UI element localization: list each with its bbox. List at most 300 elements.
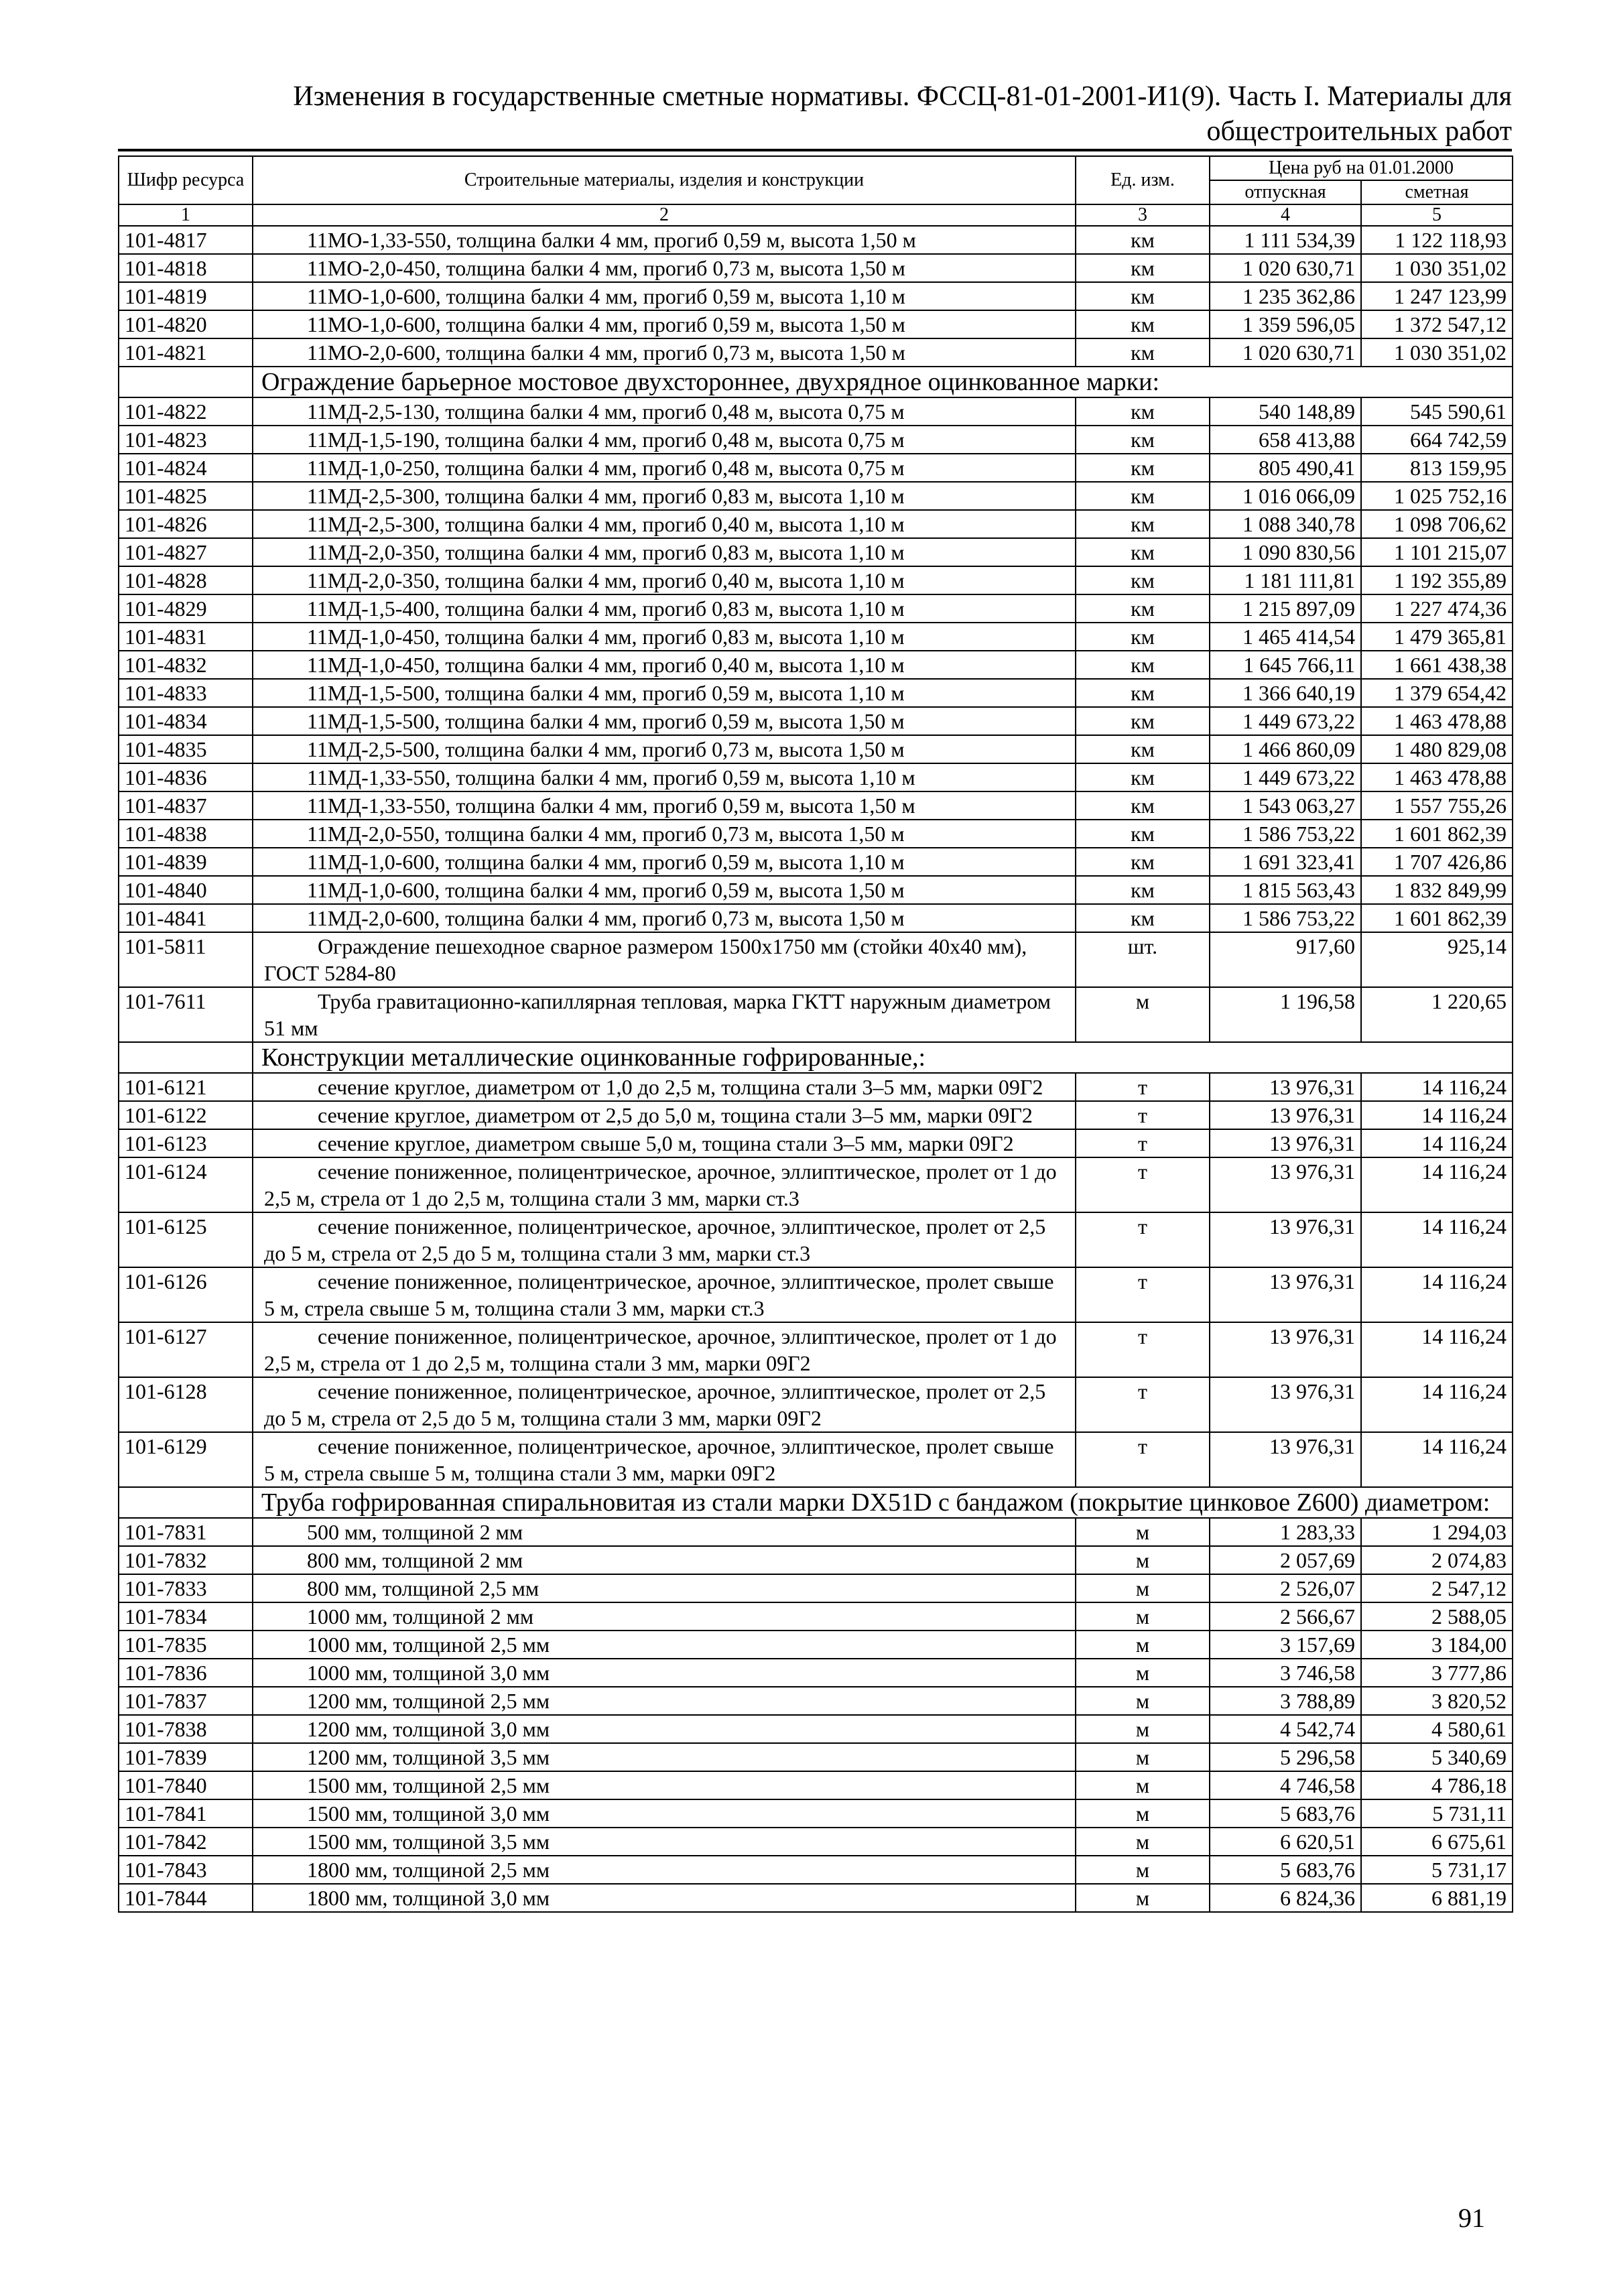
row-code: 101-7833: [119, 1574, 253, 1602]
row-code: 101-4836: [119, 763, 253, 791]
row-price-estimate: 2 547,12: [1361, 1574, 1513, 1602]
row-price-estimate: 1 601 862,39: [1361, 904, 1513, 932]
row-name: 1200 мм, толщиной 3,0 мм: [253, 1715, 1076, 1743]
row-name: сечение круглое, диаметром от 1,0 до 2,5 м, толщина стали 3–5 мм, марки 09Г2: [253, 1073, 1076, 1101]
table-row: [119, 932, 1513, 987]
row-unit: м: [1076, 1771, 1210, 1799]
row-code: 101-4821: [119, 338, 253, 367]
row-name: Труба гравитационно-капиллярная тепловая, марка ГКТТ наружным диаметром 51 мм: [253, 987, 1076, 1042]
row-price-estimate: 14 116,24: [1361, 1432, 1513, 1487]
table-row: [119, 1574, 1513, 1602]
row-unit: км: [1076, 623, 1210, 651]
row-price-release: 2 526,07: [1210, 1574, 1361, 1602]
row-price-release: 1 465 414,54: [1210, 623, 1361, 651]
row-price-release: 1 586 753,22: [1210, 820, 1361, 848]
row-code: 101-6121: [119, 1073, 253, 1101]
row-name: 11МД-1,5-500, толщина балки 4 мм, прогиб 0,59 м, высота 1,10 м: [253, 679, 1076, 707]
row-name: 11МО-1,0-600, толщина балки 4 мм, прогиб 0,59 м, высота 1,10 м: [253, 282, 1076, 310]
row-unit: км: [1076, 566, 1210, 594]
row-price-release: 13 976,31: [1210, 1129, 1361, 1157]
row-price-estimate: 1 557 755,26: [1361, 791, 1513, 820]
row-price-release: 805 490,41: [1210, 454, 1361, 482]
row-unit: м: [1076, 1518, 1210, 1546]
row-name: 1200 мм, толщиной 3,5 мм: [253, 1743, 1076, 1771]
row-code: 101-6123: [119, 1129, 253, 1157]
table-row: [119, 338, 1513, 367]
header-price-estimate: сметная: [1361, 180, 1513, 204]
row-price-release: 1 449 673,22: [1210, 763, 1361, 791]
row-price-estimate: 5 731,11: [1361, 1799, 1513, 1828]
row-unit: м: [1076, 1602, 1210, 1631]
row-name: сечение пониженное, полицентрическое, арочное, эллиптическое, пролет свыше 5 м, стрела свыше 5 м, толщина стали 3 мм, марки 09Г2: [253, 1432, 1076, 1487]
row-unit: км: [1076, 679, 1210, 707]
row-name: 11МД-2,5-130, толщина балки 4 мм, прогиб 0,48 м, высота 0,75 м: [253, 397, 1076, 426]
row-price-release: 6 824,36: [1210, 1884, 1361, 1912]
row-price-release: 1 020 630,71: [1210, 254, 1361, 282]
row-price-release: 6 620,51: [1210, 1828, 1361, 1856]
table-row: [119, 1715, 1513, 1743]
row-code: 101-7843: [119, 1856, 253, 1884]
row-name: 11МО-2,0-600, толщина балки 4 мм, прогиб 0,73 м, высота 1,50 м: [253, 338, 1076, 367]
row-price-estimate: 3 777,86: [1361, 1659, 1513, 1687]
colnum-5: 5: [1361, 204, 1513, 226]
table-column-numbers: [119, 204, 1513, 226]
row-unit: м: [1076, 1856, 1210, 1884]
row-price-estimate: 14 116,24: [1361, 1267, 1513, 1322]
table-row: [119, 510, 1513, 538]
table-row: [119, 1631, 1513, 1659]
row-code: 101-4833: [119, 679, 253, 707]
page-number: 91: [1458, 2203, 1485, 2233]
page-header: [118, 79, 1512, 151]
row-code: 101-7839: [119, 1743, 253, 1771]
table-row: [119, 904, 1513, 932]
row-price-estimate: 925,14: [1361, 932, 1513, 987]
row-unit: м: [1076, 1715, 1210, 1743]
row-name: 11МД-1,0-450, толщина балки 4 мм, прогиб 0,40 м, высота 1,10 м: [253, 651, 1076, 679]
row-name: 11МД-2,0-350, толщина балки 4 мм, прогиб 0,40 м, высота 1,10 м: [253, 566, 1076, 594]
row-price-release: 13 976,31: [1210, 1377, 1361, 1432]
row-price-estimate: 1 294,03: [1361, 1518, 1513, 1546]
row-price-estimate: 5 731,17: [1361, 1856, 1513, 1884]
row-price-estimate: 1 030 351,02: [1361, 338, 1513, 367]
table-row: [119, 1518, 1513, 1546]
row-name: сечение круглое, диаметром свыше 5,0 м, тощина стали 3–5 мм, марки 09Г2: [253, 1129, 1076, 1157]
row-price-estimate: 3 184,00: [1361, 1631, 1513, 1659]
row-unit: т: [1076, 1101, 1210, 1129]
row-price-release: 5 683,76: [1210, 1856, 1361, 1884]
row-code: 101-6128: [119, 1377, 253, 1432]
row-name: 11МО-1,0-600, толщина балки 4 мм, прогиб 0,59 м, высота 1,50 м: [253, 310, 1076, 338]
table-row: [119, 282, 1513, 310]
row-price-estimate: 1 098 706,62: [1361, 510, 1513, 538]
row-code: 101-7840: [119, 1771, 253, 1799]
table-row: [119, 876, 1513, 904]
row-price-estimate: 1 379 654,42: [1361, 679, 1513, 707]
row-unit: км: [1076, 482, 1210, 510]
row-price-estimate: 4 786,18: [1361, 1771, 1513, 1799]
row-price-estimate: 1 227 474,36: [1361, 594, 1513, 623]
section-title: Конструкции металлические оцинкованные гофрированные,:: [253, 1042, 1513, 1073]
row-code: 101-4826: [119, 510, 253, 538]
table-header-row: [119, 156, 1513, 180]
row-code: 101-4823: [119, 426, 253, 454]
row-code: 101-7836: [119, 1659, 253, 1687]
section-row: [119, 1042, 1513, 1073]
header-price-release: отпускная: [1210, 180, 1361, 204]
row-price-estimate: 545 590,61: [1361, 397, 1513, 426]
row-name: 11МД-1,5-500, толщина балки 4 мм, прогиб 0,59 м, высота 1,50 м: [253, 707, 1076, 735]
row-price-estimate: 5 340,69: [1361, 1743, 1513, 1771]
row-unit: м: [1076, 1828, 1210, 1856]
row-price-release: 3 746,58: [1210, 1659, 1361, 1687]
row-name: 11МД-2,0-600, толщина балки 4 мм, прогиб 0,73 м, высота 1,50 м: [253, 904, 1076, 932]
header-title-line2: общестроительных работ: [118, 114, 1512, 151]
table-row: [119, 763, 1513, 791]
row-code: 101-7611: [119, 987, 253, 1042]
row-price-estimate: 2 588,05: [1361, 1602, 1513, 1631]
row-unit: м: [1076, 1743, 1210, 1771]
table-row: [119, 1212, 1513, 1267]
row-unit: м: [1076, 1884, 1210, 1912]
row-unit: км: [1076, 820, 1210, 848]
row-price-release: 1 020 630,71: [1210, 338, 1361, 367]
table-row: [119, 1267, 1513, 1322]
row-unit: т: [1076, 1073, 1210, 1101]
row-name: 1500 мм, толщиной 3,0 мм: [253, 1799, 1076, 1828]
row-price-estimate: 1 463 478,88: [1361, 707, 1513, 735]
table-row: [119, 623, 1513, 651]
row-price-estimate: 14 116,24: [1361, 1157, 1513, 1212]
row-code: 101-4827: [119, 538, 253, 566]
row-price-estimate: 14 116,24: [1361, 1073, 1513, 1101]
row-price-estimate: 1 030 351,02: [1361, 254, 1513, 282]
row-unit: км: [1076, 904, 1210, 932]
table-row: [119, 820, 1513, 848]
row-price-estimate: 3 820,52: [1361, 1687, 1513, 1715]
row-price-release: 917,60: [1210, 932, 1361, 987]
row-price-release: 13 976,31: [1210, 1322, 1361, 1377]
row-code: 101-4838: [119, 820, 253, 848]
row-code: 101-6124: [119, 1157, 253, 1212]
row-price-release: 1 543 063,27: [1210, 791, 1361, 820]
colnum-4: 4: [1210, 204, 1361, 226]
table-row: [119, 1856, 1513, 1884]
row-price-release: 1 449 673,22: [1210, 707, 1361, 735]
row-price-estimate: 1 661 438,38: [1361, 651, 1513, 679]
materials-table: [118, 155, 1513, 1913]
row-name: 11МД-1,0-450, толщина балки 4 мм, прогиб 0,83 м, высота 1,10 м: [253, 623, 1076, 651]
row-unit: км: [1076, 791, 1210, 820]
row-code: 101-6126: [119, 1267, 253, 1322]
row-unit: м: [1076, 1687, 1210, 1715]
table-body: [119, 226, 1513, 1912]
row-code: 101-4824: [119, 454, 253, 482]
row-unit: т: [1076, 1432, 1210, 1487]
row-unit: км: [1076, 651, 1210, 679]
table-row: [119, 1322, 1513, 1377]
row-name: 800 мм, толщиной 2 мм: [253, 1546, 1076, 1574]
row-price-estimate: 4 580,61: [1361, 1715, 1513, 1743]
row-code: 101-7831: [119, 1518, 253, 1546]
row-name: сечение пониженное, полицентрическое, арочное, эллиптическое, пролет от 2,5 до 5 м, стрела от 2,5 до 5 м, толщина стали 3 мм, марки ст.3: [253, 1212, 1076, 1267]
row-name: сечение пониженное, полицентрическое, арочное, эллиптическое, пролет свыше 5 м, стрела свыше 5 м, толщина стали 3 мм, марки ст.3: [253, 1267, 1076, 1322]
row-name: сечение круглое, диаметром от 2,5 до 5,0 м, тощина стали 3–5 мм, марки 09Г2: [253, 1101, 1076, 1129]
row-name: 1500 мм, толщиной 3,5 мм: [253, 1828, 1076, 1856]
row-unit: км: [1076, 426, 1210, 454]
header-title-line1: Изменения в государственные сметные нормативы. ФССЦ-81-01-2001-И1(9). Часть I. Материалы для: [293, 81, 1512, 112]
row-code: 101-6129: [119, 1432, 253, 1487]
table-row: [119, 397, 1513, 426]
row-price-estimate: 1 122 118,93: [1361, 226, 1513, 254]
table-row: [119, 454, 1513, 482]
row-price-estimate: 1 463 478,88: [1361, 763, 1513, 791]
row-price-estimate: 1 372 547,12: [1361, 310, 1513, 338]
row-unit: м: [1076, 1659, 1210, 1687]
row-price-release: 1 586 753,22: [1210, 904, 1361, 932]
table-row: [119, 1432, 1513, 1487]
row-unit: т: [1076, 1129, 1210, 1157]
row-price-estimate: 1 480 829,08: [1361, 735, 1513, 763]
row-price-release: 1 283,33: [1210, 1518, 1361, 1546]
header-price-group: Цена руб на 01.01.2000: [1210, 156, 1513, 180]
row-name: 11МД-2,5-500, толщина балки 4 мм, прогиб 0,73 м, высота 1,50 м: [253, 735, 1076, 763]
row-price-estimate: 6 881,19: [1361, 1884, 1513, 1912]
table-row: [119, 1129, 1513, 1157]
row-unit: км: [1076, 226, 1210, 254]
row-name: 1000 мм, толщиной 2,5 мм: [253, 1631, 1076, 1659]
row-name: 11МД-1,33-550, толщина балки 4 мм, прогиб 0,59 м, высота 1,50 м: [253, 791, 1076, 820]
row-price-estimate: 14 116,24: [1361, 1101, 1513, 1129]
row-unit: км: [1076, 397, 1210, 426]
row-price-estimate: 6 675,61: [1361, 1828, 1513, 1856]
row-price-release: 1 366 640,19: [1210, 679, 1361, 707]
row-code: 101-4832: [119, 651, 253, 679]
table-row: [119, 1659, 1513, 1687]
row-price-release: 13 976,31: [1210, 1212, 1361, 1267]
row-price-release: 1 359 596,05: [1210, 310, 1361, 338]
section-title: Ограждение барьерное мостовое двухстороннее, двухрядное оцинкованное марки:: [253, 367, 1513, 397]
row-unit: м: [1076, 1631, 1210, 1659]
row-code: 101-6122: [119, 1101, 253, 1129]
table-row: [119, 310, 1513, 338]
row-code: 101-7841: [119, 1799, 253, 1828]
row-unit: т: [1076, 1322, 1210, 1377]
row-price-release: 1 645 766,11: [1210, 651, 1361, 679]
row-unit: км: [1076, 282, 1210, 310]
row-price-release: 13 976,31: [1210, 1073, 1361, 1101]
header-unit: Ед. изм.: [1076, 156, 1210, 204]
row-price-release: 540 148,89: [1210, 397, 1361, 426]
row-code: 101-4828: [119, 566, 253, 594]
row-name: 11МД-2,5-300, толщина балки 4 мм, прогиб 0,83 м, высота 1,10 м: [253, 482, 1076, 510]
row-unit: м: [1076, 1574, 1210, 1602]
row-unit: км: [1076, 538, 1210, 566]
row-price-release: 5 296,58: [1210, 1743, 1361, 1771]
row-price-estimate: 14 116,24: [1361, 1129, 1513, 1157]
row-price-release: 1 466 860,09: [1210, 735, 1361, 763]
header-code: Шифр ресурса: [119, 156, 253, 204]
row-unit: м: [1076, 987, 1210, 1042]
section-row: [119, 367, 1513, 397]
table-row: [119, 1101, 1513, 1129]
row-price-release: 658 413,88: [1210, 426, 1361, 454]
row-price-release: 4 542,74: [1210, 1715, 1361, 1743]
row-code: 101-4834: [119, 707, 253, 735]
row-unit: т: [1076, 1267, 1210, 1322]
row-name: 11МО-2,0-450, толщина балки 4 мм, прогиб 0,73 м, высота 1,50 м: [253, 254, 1076, 282]
table-row: [119, 679, 1513, 707]
row-price-release: 1 215 897,09: [1210, 594, 1361, 623]
row-code: 101-4820: [119, 310, 253, 338]
table-row: [119, 791, 1513, 820]
row-unit: км: [1076, 707, 1210, 735]
table-row: [119, 1377, 1513, 1432]
row-name: 11МД-1,0-600, толщина балки 4 мм, прогиб 0,59 м, высота 1,10 м: [253, 848, 1076, 876]
row-price-estimate: 1 192 355,89: [1361, 566, 1513, 594]
row-name: 11МО-1,33-550, толщина балки 4 мм, прогиб 0,59 м, высота 1,50 м: [253, 226, 1076, 254]
section-code-cell: [119, 1042, 253, 1073]
table-row: [119, 538, 1513, 566]
row-price-estimate: 14 116,24: [1361, 1377, 1513, 1432]
row-code: 101-4829: [119, 594, 253, 623]
row-price-release: 5 683,76: [1210, 1799, 1361, 1828]
row-code: 101-4835: [119, 735, 253, 763]
row-code: 101-4817: [119, 226, 253, 254]
row-price-estimate: 1 247 123,99: [1361, 282, 1513, 310]
row-unit: шт.: [1076, 932, 1210, 987]
row-price-release: 3 788,89: [1210, 1687, 1361, 1715]
table-row: [119, 1073, 1513, 1101]
row-price-estimate: 2 074,83: [1361, 1546, 1513, 1574]
section-code-cell: [119, 367, 253, 397]
row-name: 1000 мм, толщиной 2 мм: [253, 1602, 1076, 1631]
row-unit: т: [1076, 1212, 1210, 1267]
row-name: 500 мм, толщиной 2 мм: [253, 1518, 1076, 1546]
row-code: 101-7844: [119, 1884, 253, 1912]
table-row: [119, 987, 1513, 1042]
row-price-estimate: 1 101 215,07: [1361, 538, 1513, 566]
row-name: 11МД-1,5-190, толщина балки 4 мм, прогиб 0,48 м, высота 0,75 м: [253, 426, 1076, 454]
row-unit: м: [1076, 1546, 1210, 1574]
row-code: 101-4825: [119, 482, 253, 510]
table-row: [119, 594, 1513, 623]
row-code: 101-4837: [119, 791, 253, 820]
row-price-release: 3 157,69: [1210, 1631, 1361, 1659]
row-price-release: 13 976,31: [1210, 1101, 1361, 1129]
row-unit: км: [1076, 338, 1210, 367]
table-row: [119, 1828, 1513, 1856]
row-price-estimate: 1 601 862,39: [1361, 820, 1513, 848]
colnum-3: 3: [1076, 204, 1210, 226]
table-row: [119, 254, 1513, 282]
row-unit: т: [1076, 1377, 1210, 1432]
row-price-estimate: 1 832 849,99: [1361, 876, 1513, 904]
table-row: [119, 735, 1513, 763]
row-unit: км: [1076, 594, 1210, 623]
row-price-release: 1 016 066,09: [1210, 482, 1361, 510]
row-unit: км: [1076, 254, 1210, 282]
row-unit: м: [1076, 1799, 1210, 1828]
row-code: 101-6127: [119, 1322, 253, 1377]
row-code: 101-7842: [119, 1828, 253, 1856]
row-price-release: 1 088 340,78: [1210, 510, 1361, 538]
row-price-estimate: 1 025 752,16: [1361, 482, 1513, 510]
row-price-release: 2 057,69: [1210, 1546, 1361, 1574]
row-price-estimate: 14 116,24: [1361, 1212, 1513, 1267]
colnum-1: 1: [119, 204, 253, 226]
row-name: 11МД-2,5-300, толщина балки 4 мм, прогиб 0,40 м, высота 1,10 м: [253, 510, 1076, 538]
row-name: 11МД-1,0-600, толщина балки 4 мм, прогиб 0,59 м, высота 1,50 м: [253, 876, 1076, 904]
row-price-estimate: 14 116,24: [1361, 1322, 1513, 1377]
row-name: сечение пониженное, полицентрическое, арочное, эллиптическое, пролет от 2,5 до 5 м, стрела от 2,5 до 5 м, толщина стали 3 мм, марки 09Г2: [253, 1377, 1076, 1432]
row-code: 101-4841: [119, 904, 253, 932]
header-name: Строительные материалы, изделия и конструкции: [253, 156, 1076, 204]
row-name: 800 мм, толщиной 2,5 мм: [253, 1574, 1076, 1602]
table-row: [119, 566, 1513, 594]
table-row: [119, 651, 1513, 679]
row-name: сечение пониженное, полицентрическое, арочное, эллиптическое, пролет от 1 до 2,5 м, стрела от 1 до 2,5 м, толщина стали 3 мм, марки ст.3: [253, 1157, 1076, 1212]
row-code: 101-7837: [119, 1687, 253, 1715]
row-name: 1000 мм, толщиной 3,0 мм: [253, 1659, 1076, 1687]
section-code-cell: [119, 1487, 253, 1518]
row-name: 11МД-2,0-550, толщина балки 4 мм, прогиб 0,73 м, высота 1,50 м: [253, 820, 1076, 848]
table-row: [119, 707, 1513, 735]
row-code: 101-4819: [119, 282, 253, 310]
section-row: [119, 1487, 1513, 1518]
row-code: 101-6125: [119, 1212, 253, 1267]
table-row: [119, 1687, 1513, 1715]
row-unit: км: [1076, 848, 1210, 876]
row-name: 11МД-1,0-250, толщина балки 4 мм, прогиб 0,48 м, высота 0,75 м: [253, 454, 1076, 482]
row-price-estimate: 813 159,95: [1361, 454, 1513, 482]
row-price-estimate: 1 479 365,81: [1361, 623, 1513, 651]
colnum-2: 2: [253, 204, 1076, 226]
table-row: [119, 1602, 1513, 1631]
row-code: 101-4840: [119, 876, 253, 904]
table-row: [119, 1546, 1513, 1574]
row-name: 11МД-2,0-350, толщина балки 4 мм, прогиб 0,83 м, высота 1,10 м: [253, 538, 1076, 566]
table-row: [119, 1884, 1513, 1912]
row-price-release: 1 235 362,86: [1210, 282, 1361, 310]
table-row: [119, 482, 1513, 510]
row-code: 101-7838: [119, 1715, 253, 1743]
row-name: 1200 мм, толщиной 2,5 мм: [253, 1687, 1076, 1715]
row-unit: км: [1076, 876, 1210, 904]
row-code: 101-7834: [119, 1602, 253, 1631]
row-unit: км: [1076, 735, 1210, 763]
row-price-release: 13 976,31: [1210, 1157, 1361, 1212]
row-price-release: 1 196,58: [1210, 987, 1361, 1042]
row-code: 101-5811: [119, 932, 253, 987]
row-name: 1800 мм, толщиной 3,0 мм: [253, 1884, 1076, 1912]
row-price-estimate: 1 707 426,86: [1361, 848, 1513, 876]
row-price-release: 1 815 563,43: [1210, 876, 1361, 904]
table-row: [119, 1771, 1513, 1799]
row-unit: т: [1076, 1157, 1210, 1212]
row-code: 101-4831: [119, 623, 253, 651]
row-name: 1800 мм, толщиной 2,5 мм: [253, 1856, 1076, 1884]
row-unit: км: [1076, 763, 1210, 791]
row-code: 101-7835: [119, 1631, 253, 1659]
row-name: 11МД-1,5-400, толщина балки 4 мм, прогиб 0,83 м, высота 1,10 м: [253, 594, 1076, 623]
row-unit: км: [1076, 510, 1210, 538]
row-code: 101-4839: [119, 848, 253, 876]
table-row: [119, 226, 1513, 254]
row-price-release: 1 090 830,56: [1210, 538, 1361, 566]
row-price-release: 13 976,31: [1210, 1267, 1361, 1322]
row-price-estimate: 664 742,59: [1361, 426, 1513, 454]
